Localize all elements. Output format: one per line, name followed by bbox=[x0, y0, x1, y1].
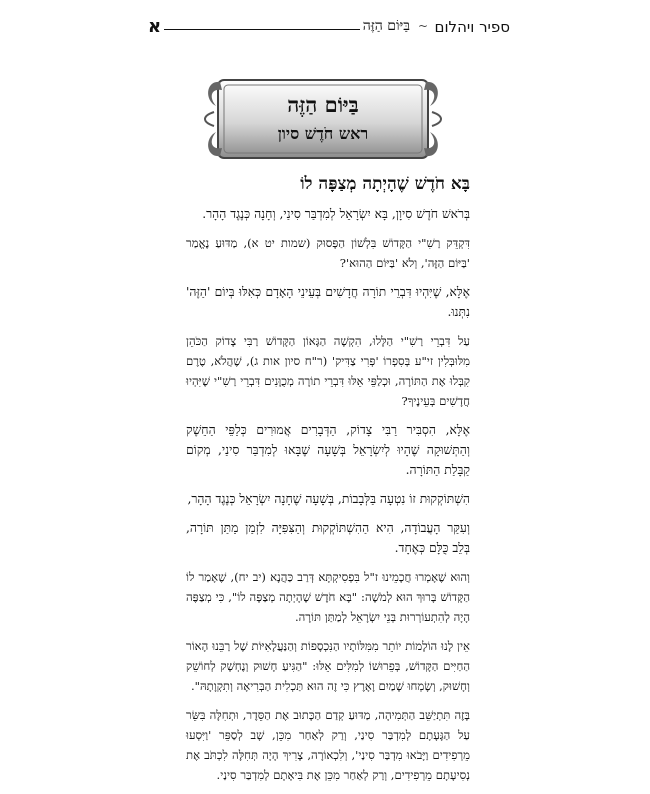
paragraph: בְּרֹאשׁ חֹדֶשׁ סִיוָן, בָּא יִשְׂרָאֵל לְמִדְבַּר סִינַי, וְחָנָה כְּנֶגֶד הָהָר. bbox=[202, 207, 470, 221]
paragraph: אֶלָּא, שֶׁיִּהְיוּ דִּבְרֵי תוֹרָה חֲדָשִׁים בְּעֵינֵי הָאָדָם כְּאִלּוּ בְּיוֹם 'הַזֶּה' נִתְּנוּ. bbox=[186, 285, 470, 319]
banner-subtitle: ראש חֹדֶשׁ סיון bbox=[277, 124, 369, 143]
chapter-title: בַּיּוֹם הַזֶּה bbox=[362, 18, 410, 34]
book-title: ספיר ויהלום bbox=[434, 18, 510, 36]
paragraph: עַל דִּבְרֵי רַשִׁ"י הַלָּלוּ, הִקְשָׁה הַגָּאוֹן הַקָּדוֹשׁ רַבִּי צָדוֹק הַכֹּהֵן מִלּוּבְּלִין זי"ע בְּסִפְרוֹ 'פְּרִי צַדִּיק' (ר"ח סיון אות ג), שֶׁהֲלֹא, טֶרֶם קִבְּלוּ אֶת הַתּוֹרָה, וּכְלַפֵּי אֵלּוּ דִּבְרֵי תוֹרָה מְכֻוָּנִים דִּבְרֵי רַשִׁ"י שֶׁיִּהְיוּ חֲדָשִׁים בְּעֵינֶיךָ? bbox=[186, 334, 470, 408]
header-separator: ~ bbox=[417, 19, 428, 33]
paragraph: בָּזֶה תִּתְיַשֵּׁב הַתְּמִיהָה, מַדּוּעַ קְדַם הַכָּתוּב אֶת הַסֵּדֶר, וּתְחִלָּה בִּשֵּׂר עַל הַגָּעָתָם לְמִדְבַּר סִינַי, וְרַק לְאַחַר מִכֵּן, שָׁב לְסַפֵּר 'וַיִּסְעוּ מֵרְפִידִים וַיָּבֹאוּ מִדְבַּר סִינַי', וְלִכְאוֹרָה, צָרִיךְ הָיָה תְּחִלָּה לִכְתֹּב אֶת נְסִיעָתָם מֵרְפִידִים, וְרַק לְאַחַר מִכֵּן אֶת בִּיאָתָם לְמִדְבַּר סִינַי. bbox=[186, 708, 470, 782]
paragraph: אֵין לָנוּ הוֹלָמוֹת יוֹתֵר מִמִּלּוֹתָיו הַנִּכְסָפוֹת וְהַנַּעֲלָאִיּוֹת שֶׁל רַבֵּנוּ הָאוֹר הַחַיִּים הַקָּדוֹשׁ, בְּפֵרוּשׁוֹ לְמִלִּים אֵלּוּ: "הַגִּיעַ חָשׁוּק וְנֶחְשָׁק לְחוֹשֵׁק וְחָשׁוּק, וְשָׂמְחוּ שָׁמַיִם וָאָרֶץ כִּי זֶה הוּא תַּכְלִית הַבְּרִיאָה וְתִקְוָתָהּ". bbox=[186, 639, 470, 693]
paragraph: הִשְׁתּוֹקְקוּת זוֹ נִטְעָה בַּלְּבָבוֹת, בְּשָׁעָה שֶׁחָנָה יִשְׂרָאֵל כְּנֶגֶד הָהָר, bbox=[187, 492, 470, 506]
paragraph: וְעִקַּר הָעֲבוֹדָה, הִיא הַהִשְׁתּוֹקְקוּת וְהַצִּפִּיָּה לִזְמַן מַתַּן תּוֹרָה, בְּלֵב כֻּלָּם כְּאֶחָד. bbox=[186, 521, 470, 555]
banner-title: בַּיּוֹם הַזֶּה bbox=[287, 92, 359, 117]
paragraph: וְהוּא שֶׁאָמְרוּ חֲכָמֵינוּ ז"ל בִּפְסִיקְתָּא דְּרַב כַּהֲנָא (יב יח), שֶׁאָמַר לוֹ הַקָּדוֹשׁ בָּרוּךְ הוּא לְמֹשֶׁה: "בָּא חֹדֶשׁ שֶׁהָיְתָה מְצַפָּה לוֹ", כִּי מְצַפֶּה הָיָה לְהִתְעוֹרְרוּת בְּנֵי יִשְׂרָאֵל לְמַתַּן תּוֹרָה. bbox=[186, 570, 470, 624]
paragraph: אֶלָּא, הִסְבִּיר רַבִּי צָדוֹק, הַדְּבָרִים אֲמוּרִים כְּלַפֵּי הַחֵשֶׁק וְהַתְּשׁוּקָה שֶׁהָיוּ לְיִשְׂרָאֵל בְּשָׁעָה שֶׁבָּאוּ לְמִדְבַּר סִינַי, מְקוֹם קַבָּלַת הַתּוֹרָה. bbox=[186, 423, 470, 477]
running-header bbox=[150, 16, 510, 40]
section-heading: בָּא חֹדֶשׁ שֶׁהָיְתָה מְצַפָּה לוֹ bbox=[300, 174, 470, 194]
header-rule bbox=[164, 29, 360, 30]
chapter-banner bbox=[200, 72, 446, 166]
page-letter: א bbox=[148, 16, 162, 37]
ornamental-frame bbox=[200, 72, 446, 166]
main-text bbox=[186, 174, 470, 794]
paragraph: דִּקְדֵּק רַשִׁ"י הַקָּדוֹשׁ בִּלְשׁוֹן הַפָּסוּק (שמות יט א), מַדּוּעַ נֶאֱמַר 'בַּיּוֹם הַזֶּה', וְלֹא 'בַּיּוֹם הַהוּא'? bbox=[186, 236, 470, 270]
